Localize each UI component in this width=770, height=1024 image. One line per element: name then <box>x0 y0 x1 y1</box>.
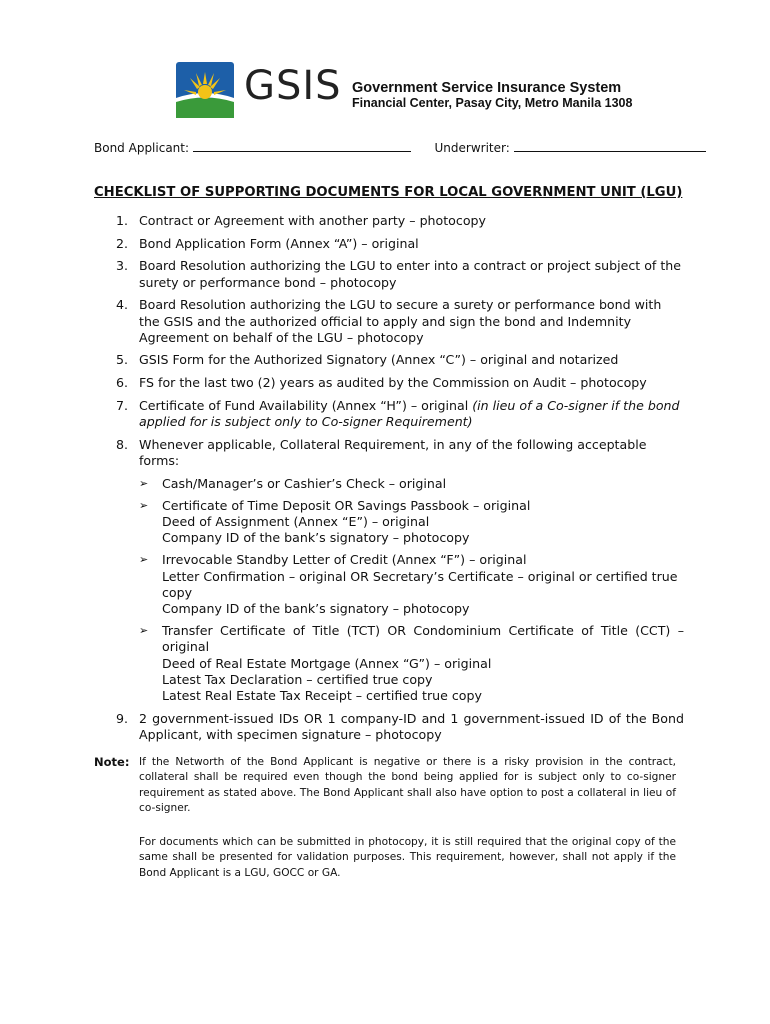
collateral-line: Latest Real Estate Tax Receipt – certified true copy <box>162 688 482 704</box>
organization-address: Financial Center, Pasay City, Metro Manila 1308 <box>352 96 633 110</box>
organization-name: Government Service Insurance System <box>352 80 622 96</box>
collateral-form-2 <box>94 498 684 547</box>
underwriter-label: Underwriter: <box>434 141 510 155</box>
item-number: 8. <box>116 436 129 452</box>
checklist-item-5 <box>94 352 684 368</box>
collateral-form-1 <box>94 476 684 492</box>
checklist-item-9 <box>94 711 684 743</box>
item-number: 6. <box>116 375 129 391</box>
collateral-line: Transfer Certificate of Title (TCT) OR Condominium Certificate of Title (CCT) – original <box>162 623 684 655</box>
item-text: FS for the last two (2) years as audited by the Commission on Audit – photocopy <box>139 375 647 391</box>
note-block <box>94 755 676 817</box>
brand-wordmark: GSIS <box>244 63 342 109</box>
item-text: Whenever applicable, Collateral Requirement, in any of the following acceptable forms: <box>139 436 647 468</box>
arrow-bullet-icon: ➢ <box>139 624 149 638</box>
bond-applicant-label: Bond Applicant: <box>94 141 190 155</box>
collateral-line: Deed of Real Estate Mortgage (Annex “G”) – original <box>162 655 492 671</box>
item-number: 1. <box>116 213 129 228</box>
letterhead <box>176 62 633 120</box>
organization-block <box>352 80 632 111</box>
item-text: Board Resolution authorizing the LGU to enter into a contract or project subject of the surety or performance bond – photocopy <box>139 258 682 290</box>
checklist-item-1 <box>94 213 684 229</box>
arrow-bullet-icon: ➢ <box>139 498 149 512</box>
item-text: Contract or Agreement with another party – photocopy <box>139 213 486 228</box>
item-text: GSIS Form for the Authorized Signatory (Annex “C”) – original and notarized <box>139 352 619 368</box>
underwriter-field[interactable] <box>514 140 706 152</box>
item-text: Bond Application Form (Annex “A”) – original <box>139 235 419 251</box>
checklist-item-6 <box>94 375 684 391</box>
item-italic-note: (in lieu of a Co-signer if the bond applied for is subject only to Co-signer Requirement) <box>139 397 680 430</box>
gsis-logo-icon <box>176 62 234 118</box>
applicant-line <box>94 140 706 155</box>
note-label: Note: <box>94 755 130 769</box>
checklist-item-7 <box>94 398 684 430</box>
collateral-line: Latest Tax Declaration – certified true copy <box>162 671 433 687</box>
collateral-line: Letter Confirmation – original OR Secretary’s Certificate – original or certified true copy <box>162 568 678 600</box>
document-title: CHECKLIST OF SUPPORTING DOCUMENTS FOR LOCAL GOVERNMENT UNIT (LGU) <box>94 185 683 200</box>
item-number: 7. <box>116 397 129 413</box>
item-number: 3. <box>116 258 129 274</box>
checklist-item-8 <box>94 437 684 469</box>
item-text: 2 government-issued IDs OR 1 company-ID and 1 government-issued ID of the Bond Applicant, with specimen signature – photocopy <box>139 710 684 742</box>
collateral-line: Company ID of the bank’s signatory – photocopy <box>162 530 470 546</box>
item-number: 2. <box>116 235 129 251</box>
collateral-line: Deed of Assignment (Annex “E”) – original <box>162 514 430 530</box>
checklist <box>94 213 684 750</box>
item-number: 4. <box>116 297 129 313</box>
checklist-item-4 <box>94 297 684 346</box>
note-photocopy-text: For documents which can be submitted in photocopy, it is still required that the original copy of the same shall be presented for validation purposes. This requirement, however, shall not apply if the Bond Applicant is a LGU, GOCC or GA. <box>139 836 676 879</box>
arrow-bullet-icon: ➢ <box>139 476 149 490</box>
note-text: If the Networth of the Bond Applicant is negative or there is a risky provision in the contract, collateral shall be required even though the bond being applied for is subject only to co-signer requirement as stated above. The Bond Applicant shall also have option to post a collateral in lieu of co-signer. <box>139 756 676 815</box>
item-number: 5. <box>116 352 129 368</box>
item-text: Certificate of Fund Availability (Annex “H”) – original <box>139 397 473 413</box>
checklist-item-3 <box>94 258 684 290</box>
item-text: Board Resolution authorizing the LGU to secure a surety or performance bond with the GSIS and the authorized official to apply and sign the bond and Indemnity Agreement on behalf of the LGU – photocopy <box>139 297 662 345</box>
collateral-line: Certificate of Time Deposit OR Savings Passbook – original <box>162 497 531 513</box>
collateral-form-3 <box>94 552 684 617</box>
item-number: 9. <box>116 710 129 726</box>
arrow-bullet-icon: ➢ <box>139 553 149 567</box>
collateral-line: Company ID of the bank’s signatory – photocopy <box>162 601 470 617</box>
bond-applicant-field[interactable] <box>193 140 411 152</box>
collateral-line: Cash/Manager’s or Cashier’s Check – original <box>162 475 447 491</box>
collateral-line: Irrevocable Standby Letter of Credit (Annex “F”) – original <box>162 552 527 568</box>
collateral-form-4 <box>94 623 684 704</box>
checklist-item-2 <box>94 236 684 252</box>
